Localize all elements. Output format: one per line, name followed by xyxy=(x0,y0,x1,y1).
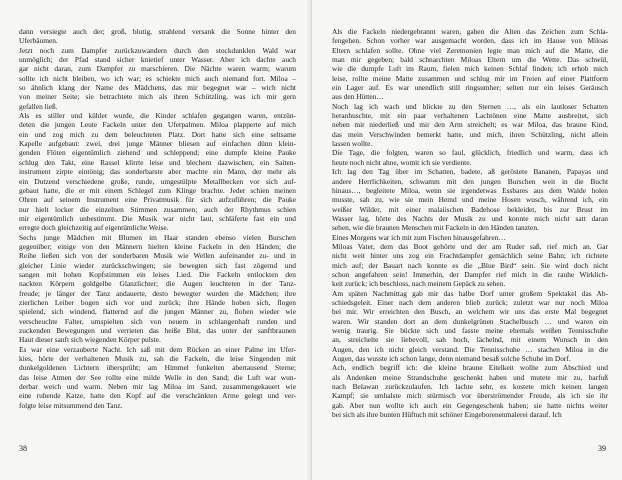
text-line: nur hielt locker die einzelnen Stimmen zusammen; auch der Rhythmus schien xyxy=(19,204,296,214)
text-line: nach Belawan zurückzulaufen. Ich lachte sehr, es kostete mich keinen langen xyxy=(332,382,608,392)
text-line: nicht weit hinter uns zog ein Frachtdampfer gemächlich seine Bahn; ich richtete xyxy=(332,251,608,261)
text-line: das mein Verschwinden bemerkt hatte, und mich, ihren Schützling, nicht allein xyxy=(332,129,608,139)
text-line: keit zurück; ich beschloss, nach meinem Gepäck zu sehen. xyxy=(332,279,506,289)
text-line: deten die jungen Leute Fackeln unter den Uferpalmen. Miloa plapperte auf mich xyxy=(19,120,296,130)
text-line: Als es stiller und kühler wurde, die Kinder schlafen gegangen waren, entzün- xyxy=(19,111,296,121)
text-line: genden Flöten eigentümlich ziehend und schleppend; eine dumpfe kleine Pauke xyxy=(19,148,296,158)
text-line: heute noch nicht ahne, womit ich sie verdiente. xyxy=(332,157,472,167)
text-line: schon angefahren sein! Immerhin, der Dampfer rief mich in die rauhe Wirklich- xyxy=(332,269,608,279)
text-line: gab. Aber nun wollte ich auch ein Gegengeschenk haben; sie hatte nichts weiter xyxy=(332,400,608,410)
text-line: Haut dieser sanft sich wiegenden Körper pulste. xyxy=(19,335,161,345)
page-number-left: 38 xyxy=(19,444,27,453)
text-line: dann versiegte auch der; groß, blutig, strahlend versank die Sonne hinter den xyxy=(19,27,296,36)
text-line: andere Herrlichkeiten, schwamm mit den jungen Burschen weit in die Bucht xyxy=(332,176,608,186)
text-line: bei mir. Wir erreichten den Busch, an welchem wir uns das erste Mal begegnet xyxy=(332,307,608,317)
text-line: Ach, endlich begriff ich: die kleine braune Eitelkeit wollte zum Abschied und xyxy=(332,363,608,373)
text-line: verscheuchte Falter, umspielten sich von neuem in schlangenhaft runden und xyxy=(19,316,296,326)
text-line: schiedsgeleit. Einer nach dem anderen blieb zurück; zuletzt war nur noch Miloa xyxy=(332,297,608,307)
text-line: Noch lag ich wach und blickte zu den Sternen …, als ein lautloser Schatten xyxy=(332,101,608,111)
text-line: neben mir niederließ und mir den Arm streichelt; es war Miloa, das braune Kind, xyxy=(332,120,608,130)
text-line: Miloas Vater, dem das Boot gehörte und der am Ruder saß, rief mich an. Gar xyxy=(332,241,608,251)
text-line: von meiner Seite; sie betrachtete mich als ihren Schützling, was ich mir gern xyxy=(19,92,296,102)
text-line: Kampf; sie umhalste mich stürmisch vor überströmender Freude, als ich sie ihr xyxy=(332,391,608,401)
text-line: kies, hörte der verhaltenen Musik zu, sah die Fackeln, die leise Singenden mit xyxy=(19,354,296,364)
paragraph xyxy=(19,27,296,46)
text-line: spielend, sich windend, flatternd auf die jungen Männer zu, flohen wieder wie xyxy=(19,307,296,317)
text-line: erregte doch gleichzeitig auf eigentümliche Weise. xyxy=(19,223,169,233)
text-line: als Andenken meine Strandschuhe geschenkt haben und mutete mir zu, barfuß xyxy=(332,372,608,382)
text-line: Als die Fackeln niedergebrannt waren, gaben die Alten das Zeichen zum Schla- xyxy=(332,27,608,36)
text-line: unmöglich; der Pfad stand sicher knietief unter Wasser. Aber ich dachte auch xyxy=(19,55,296,65)
text-line: gegenüber; einige von den Männern hielten kleine Fackeln in den Händen; die xyxy=(19,241,296,251)
paragraph xyxy=(332,148,608,167)
text-line: lassen wollte. xyxy=(332,139,373,149)
page-number-right: 39 xyxy=(598,444,606,453)
text-line: derbar weich und warm. Neben mir lag Miloa im Sand, zusammengekauert wie xyxy=(19,382,296,392)
paragraph xyxy=(332,167,608,232)
text-line: freude; je länger der Tanz andauerte, desto bewegter wurden die Mädchen; ihre xyxy=(19,288,296,298)
text-line: wie die dumpfe Luft im Raum, fielen mich keinen Schlaf finden; ich erhob mich xyxy=(332,64,608,74)
paragraph xyxy=(332,289,608,364)
text-line: an, streichelte sie liebevoll, sah hoch, lächelnd, mit einem Wunsch in den xyxy=(332,335,608,345)
text-line: Am späten Nachmittag gab mir das halbe Dorf unter großem Spektakel das Ab- xyxy=(332,288,608,298)
text-line: fengehen. Schon vorher war ausgemacht worden, dass ich im Hause von Miloas xyxy=(332,36,608,46)
text-line: zierlichen Leiber bogen sich vor und zurück; ihre Hände hoben sich, flogen xyxy=(19,297,296,307)
paragraph xyxy=(19,46,296,111)
text-line: Es war eine verzauberte Nacht. Ich saß mit dem Rücken an einer Palme im Ufer- xyxy=(19,344,296,354)
paragraph xyxy=(19,111,296,232)
text-line: sollte ich nicht bleiben, wo ich war; es schiekte mich auch niemand fort. Miloa – xyxy=(19,73,296,83)
text-line: sangen mit hohen Kopfstimmen ein leises Lied. Die Fackeln entlockten den xyxy=(19,269,296,279)
text-line: gefallen ließ. xyxy=(19,101,58,111)
paragraph xyxy=(332,242,608,289)
text-line: leise, rollte meine Matte zusammen und schlug mir im Freien auf einer Plattform xyxy=(332,73,608,83)
paragraph xyxy=(332,27,608,102)
text-line: Wasser lag, hörte des Nachts der Musik zu und konnte mich nicht satt daran xyxy=(332,213,608,223)
text-line: man mir gegeben; bald schnarchten Miloas Eltern um die Wette. Das schwül, xyxy=(332,55,608,65)
text-line: ein und zog mich zu dem beleuchteten Platz. Dort hatte sich eine seltsame xyxy=(19,129,296,139)
text-line: bei sich als ihre bunten Hüftuch mit schöner Eingeborenenmalerei darauf. Ich xyxy=(332,410,562,420)
text-line: Eltern schlafen sollte. Ohne viel Zeremonien legte man mich auf die Matte, die xyxy=(332,45,608,55)
text-line: Jetzt noch zum Dampfer zurückzuwandern durch den stockdunklen Wald war xyxy=(19,45,296,55)
text-line: gar nicht daran, zum Dampfer zu marschieren. Die Nächte waren warm; warum xyxy=(19,64,296,74)
text-line: aus den Hütten… xyxy=(332,92,384,102)
text-line: Ohren auf seinem Instrument eine Privatmusik für sich aufzuführen; die Pauke xyxy=(19,195,296,205)
text-line: eine ruhende Katze, hatte den Kopf auf die verschränkten Arme gelegt und ver- xyxy=(19,391,296,401)
paragraph xyxy=(332,363,608,419)
text-line: instrument zirpte eintönig; das sonderbarste aber machte ein Mann, der mehr als xyxy=(19,167,296,177)
text-line: mich auf; der Bauart nach konnte es die „Blue Bird“ sein. Sie wird doch nicht xyxy=(332,260,608,270)
text-line: heranhuschte, mit ein paar verhaltenen Lachtönen eine Matte ausbreitet, sich xyxy=(332,111,608,121)
text-line: Kapelle aufgebaut: zwei, drei junge Männer bliesen auf einfachen dünn klein- xyxy=(19,139,296,149)
text-line: nackten Körpern goldgelbe Glanzlichter; die Augen leuchteten in der Tanz- xyxy=(19,279,296,289)
text-line: musste, sah zu, wie sie mein Hemd und meine Hosen wusch, während ich, ein xyxy=(332,195,608,205)
text-line: weißer Wilder, mit einer malaiischen Badehose bekleidet, bis zur Brust im xyxy=(332,204,608,214)
text-line: dunkelgoldenen Lichtern übersprüht; am Himmel funkelten abertausend Sterne; xyxy=(19,363,296,373)
right-page-body xyxy=(332,27,608,419)
text-line: mir eigentümlich unbestimmt. Die Musik war nicht laut, schläferte fast ein und xyxy=(19,213,296,223)
text-line: Eines Morgens war ich mit zum Fischen hinausgefahren… xyxy=(332,232,506,242)
text-line: gebaut hatte, die er mit einem Schlegel zum Klinge brachte. Jeder schien meinen xyxy=(19,185,296,195)
paragraph xyxy=(19,345,296,410)
text-line: Augen, das wusste ich schon lange, denn niemand besaß solche Schuhe im Dorf. xyxy=(332,354,571,364)
text-line: Reihe ließen sich von der sonderbaren Musik wie Wellen aufeinander zu- und in xyxy=(19,251,296,261)
paragraph xyxy=(19,233,296,345)
paragraph xyxy=(332,233,608,242)
text-line: schlug den Takt, eine Rassel klirrte leise und blechern dazwischen, ein Saiten- xyxy=(19,157,296,167)
text-line: Uferbäumen. xyxy=(19,36,58,46)
text-line: ein Dutzend verschiedene große, runde, umgestülpte Metallbecken vor sich auf- xyxy=(19,176,296,186)
text-line: Ich lag den Tag über im Schatten, badete, aß geröstete Bananen, Papayas und xyxy=(332,167,608,177)
text-line: folgte leise mitsummend den Tanz. xyxy=(19,400,123,410)
text-line: zuckenden Bewegungen und verrieten das heiße Blut, das unter der sanftbraunen xyxy=(19,326,296,335)
left-page-body xyxy=(19,27,296,410)
text-line: gleicher Linie wieder zurückschwingen; sie bewegten sich fast zögernd und xyxy=(19,260,296,270)
text-line: Augen, den ich nicht gleich verstand. Die Tennisschuhe … stachen Miloa in die xyxy=(332,344,608,354)
text-line: sehen, wie die braunen Menschen mit Fackeln in den Händen tanzten. xyxy=(332,223,539,233)
text-line: waren. Wir standen dort an dem dunkelgrünen Stachelbusch … und waren ein xyxy=(332,316,608,326)
text-line: hinaus…, begleitete Miloa, wenn sie irgendetwas Essbares aus dem Walde holen xyxy=(332,185,608,195)
text-line: wenig traurig. Sie bückte sich und fasste meine ehemals weißen Tennisschuhe xyxy=(332,326,608,335)
text-line: Sechs junge Mädchen mit Blumen im Haar standen ebenso vielen Burschen xyxy=(19,232,296,242)
text-line: so ähnlich klang der Name des Mädchens, das mir begegnet war – wich nicht xyxy=(19,83,296,93)
paragraph xyxy=(332,102,608,149)
page-right xyxy=(311,0,622,480)
text-line: das leise Atmen der See rollte eine milde Welle in den Sand; die Luft war wun- xyxy=(19,372,296,382)
text-line: ein Lager auf. Es war unendlich still ringsumher; selten nur ein leises Geräusch xyxy=(332,83,608,93)
text-line: Die Tage, die folgten, waren so faul, glücklich, friedlich und warm, dass ich xyxy=(332,148,608,158)
